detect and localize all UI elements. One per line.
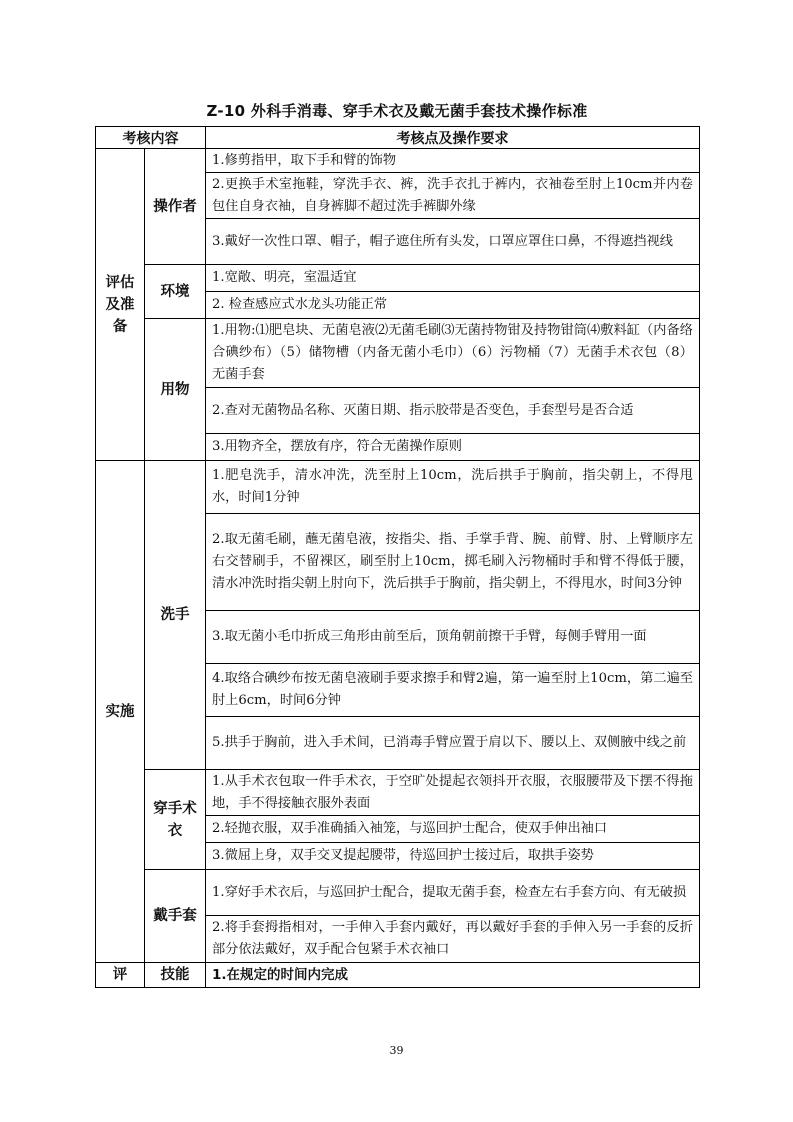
requirement-cell: 3.微屈上身，双手交叉提起腰带，待巡回护士接过后，取拱手姿势 [206,843,700,870]
requirement-cell: 2. 检查感应式水龙头功能正常 [206,292,700,319]
requirement-cell: 2.查对无菌物品名称、灭菌日期、指示胶带是否变色，手套型号是否合适 [206,388,700,434]
subsection-operator: 操作者 [145,149,206,265]
requirement-cell: 1.在规定的时间内完成 [206,963,700,988]
requirement-cell: 3.取无菌小毛巾折成三角形由前至后，顶角朝前擦干手臂，每侧手臂用一面 [206,611,700,664]
section-implementation: 实施 [96,461,145,963]
table-row [96,963,700,988]
requirement-cell: 1.穿好手术衣后，与巡回护士配合，提取无菌手套，检查左右手套方向、有无破损 [206,870,700,916]
requirement-cell: 1.用物:⑴肥皂块、无菌皂液⑵无菌毛刷⑶无菌持物钳及持物钳筒⑷敷料缸（内备络合碘纱布）（5）储物槽（内备无菌小毛巾）（6）污物桶（7）无菌手术衣包（8）无菌手套 [206,319,700,388]
standards-table [95,126,700,988]
section-assessment-preparation: 评估及准备 [96,149,145,461]
table-header-row [96,127,700,149]
requirement-cell: 1.从手术衣包取一件手术衣，于空旷处提起衣领抖开衣服，衣服腰带及下摆不得拖地，手不得接触衣服外表面 [206,770,700,816]
requirement-cell: 2.取无菌毛刷，蘸无菌皂液，按指尖、指、手掌手背、腕、前臂、肘、上臂顺序左右交替刷手，不留裸区，刷至肘上10cm，掷毛刷入污物桶时手和臂不得低于腰，清水冲洗时指尖朝上肘向下，洗后拱手于胸前，指尖朝上，不得甩水，时间3分钟 [206,514,700,611]
requirement-cell: 3.戴好一次性口罩、帽子，帽子遮住所有头发，口罩应罩住口鼻，不得遮挡视线 [206,219,700,265]
requirement-cell: 2.轻抛衣服，双手准确插入袖笼，与巡回护士配合，使双手伸出袖口 [206,816,700,843]
table-row [96,149,700,173]
table-row [96,770,700,816]
subsection-skill: 技能 [145,963,206,988]
table-row [96,319,700,388]
subsection-gown: 穿手术衣 [145,770,206,870]
header-requirements: 考核点及操作要求 [206,127,700,149]
table-row [96,461,700,514]
subsection-handwash: 洗手 [145,461,206,770]
page-title: Z-10 外科手消毒、穿手术衣及戴无菌手套技术操作标准 [206,102,588,120]
subsection-gloves: 戴手套 [145,870,206,963]
header-assessment-content: 考核内容 [96,127,206,149]
subsection-environment: 环境 [145,265,206,319]
page-number: 39 [389,1044,404,1057]
table-row [96,870,700,916]
subsection-supplies: 用物 [145,319,206,461]
requirement-cell: 3.用物齐全，摆放有序，符合无菌操作原则 [206,434,700,461]
requirement-cell: 1.宽敞、明亮，室温适宜 [206,265,700,292]
requirement-cell: 5.拱手于胸前，进入手术间，已消毒手臂应置于肩以下、腰以上、双侧腋中线之前 [206,717,700,770]
requirement-cell: 1.肥皂洗手，清水冲洗，洗至肘上10cm，洗后拱手于胸前，指尖朝上，不得甩水，时间1分钟 [206,461,700,514]
table-row [96,265,700,292]
requirement-cell: 2.更换手术室拖鞋，穿洗手衣、裤，洗手衣扎于裤内，衣袖卷至肘上10cm并内卷包住自身衣袖，自身裤脚不超过洗手裤脚外缘 [206,173,700,219]
requirement-cell: 2.将手套拇指相对，一手伸入手套内戴好，再以戴好手套的手伸入另一手套的反折部分依法戴好，双手配合包紧手术衣袖口 [206,916,700,963]
requirement-cell: 1.修剪指甲，取下手和臂的饰物 [206,149,700,173]
requirement-cell: 4.取络合碘纱布按无菌皂液刷手要求擦手和臂2遍，第一遍至肘上10cm，第二遍至肘上6cm，时间6分钟 [206,664,700,717]
section-evaluation: 评 [96,963,145,988]
